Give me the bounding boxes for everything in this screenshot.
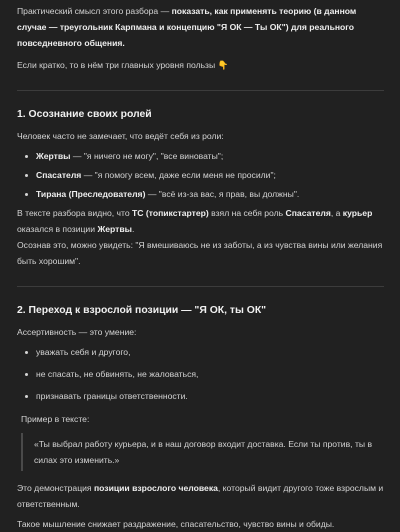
section-1-lead: Человек часто не замечает, что ведёт себя из роли: bbox=[17, 131, 224, 141]
intro-summary: Если кратко, то в нём три главных уровня пользы 👇 bbox=[17, 60, 229, 70]
analysis-paragraph: В тексте разбора видно, что ТС (топикстартер) взял на себя роль Спасателя, а курьер оказался в позиции Жертвы. bbox=[17, 208, 373, 234]
section-2-lead: Ассертивность — это умение: bbox=[17, 327, 137, 337]
list-item: не спасать, не обвинять, не жаловаться, bbox=[18, 366, 384, 382]
section-1-heading: 1. Осознание своих ролей bbox=[17, 109, 152, 120]
section-2-heading: 2. Переход к взрослой позиции — "Я ОК, ты ОК" bbox=[17, 305, 267, 316]
blockquote bbox=[21, 433, 384, 471]
skills-list bbox=[17, 344, 384, 404]
intro-paragraph bbox=[17, 3, 384, 51]
demonstration-paragraph: Это демонстрация позиции взрослого человека, который видит другого тоже взрослым и ответственным. bbox=[17, 483, 384, 509]
final-paragraph: Такое мышление снижает раздражение, спасательство, чувство вины и обиды. bbox=[17, 519, 335, 529]
list-item: Тирана (Преследователя) — "всё из-за вас, я прав, вы должны". bbox=[18, 186, 384, 202]
list-item: признавать границы ответственности. bbox=[18, 388, 384, 404]
list-item: Жертвы — "я ничего не могу", "все виноваты"; bbox=[18, 148, 384, 164]
list-item: Спасателя — "я помогу всем, даже если меня не просили"; bbox=[18, 167, 384, 183]
example-lead: Пример в тексте: bbox=[21, 414, 90, 424]
roles-list bbox=[17, 148, 384, 202]
intro-text: Практический смысл этого разбора — bbox=[17, 6, 172, 16]
quote-text: «Ты выбрал работу курьера, и в наш договор входит доставка. Если ты против, ты в силах это изменить.» bbox=[34, 439, 373, 465]
list-item: уважать себя и другого, bbox=[18, 344, 384, 360]
conclusion-paragraph: Осознав это, можно увидеть: "Я вмешиваюсь не из заботы, а из чувства вины или желания быть хорошим". bbox=[17, 240, 383, 266]
intro-bold-text: показать, как применять теорию (в данном случае — треугольник Карпмана и концепцию "Я ОК — Ты ОК") для реального повседневного общения. bbox=[17, 6, 357, 48]
